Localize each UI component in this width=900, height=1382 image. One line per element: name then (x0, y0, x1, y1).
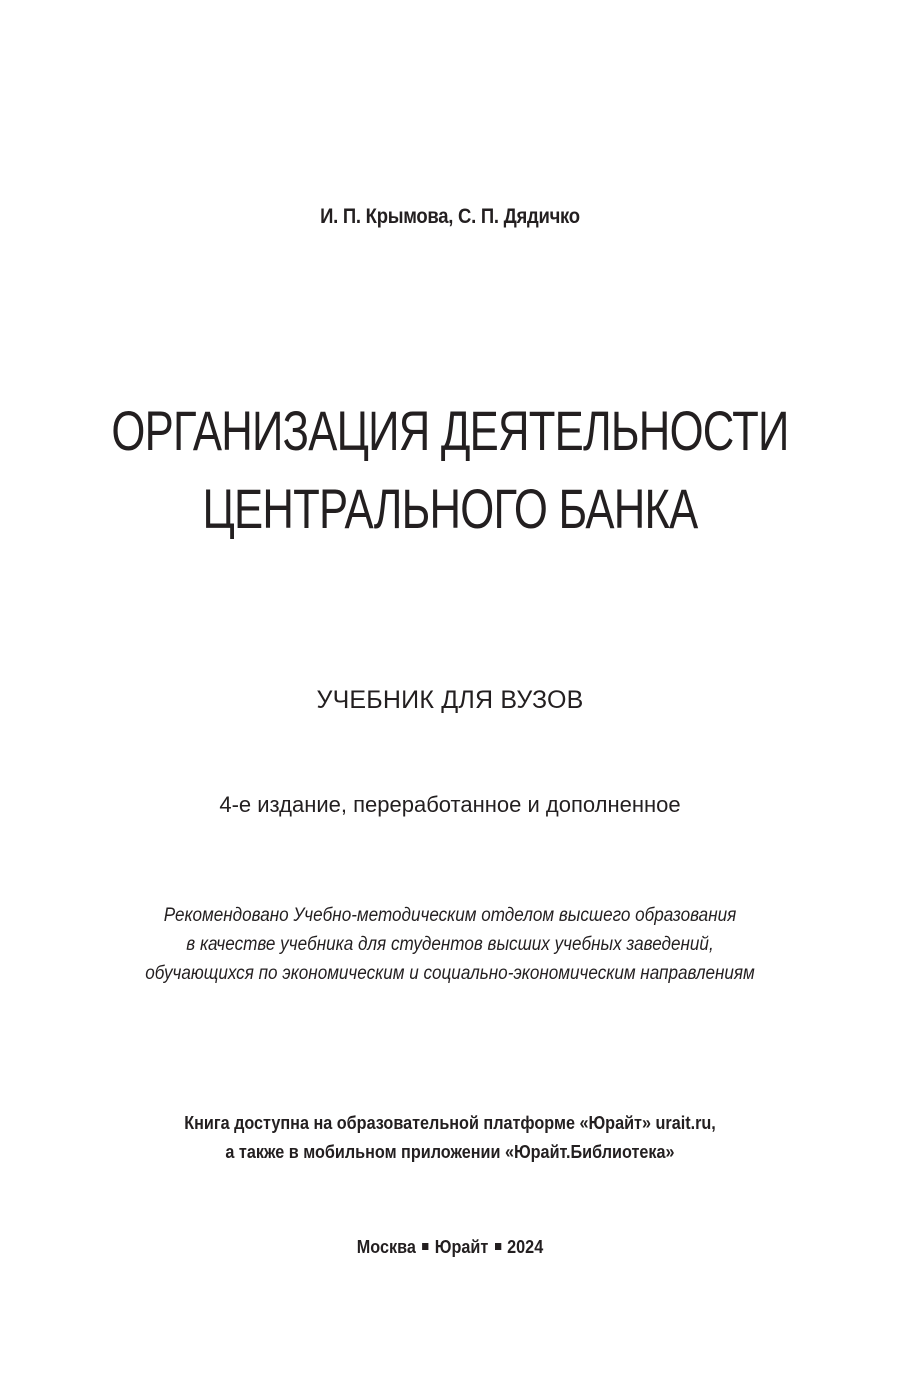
book-title-line-1: ОРГАНИЗАЦИЯ ДЕЯТЕЛЬНОСТИ (111, 399, 789, 462)
authors: И. П. Крымова, С. П. Дядичко (320, 205, 580, 228)
imprint (45, 1237, 855, 1258)
imprint-publisher: Юрайт (434, 1237, 489, 1257)
edition-info: 4-е издание, переработанное и дополненное (219, 792, 681, 817)
recommendation-line-3: обучающихся по экономическим и социально-экономическим направлениям (145, 963, 755, 984)
book-title (99, 392, 801, 548)
square-separator-icon (422, 1243, 428, 1250)
imprint-city: Москва (356, 1237, 416, 1257)
document-type: УЧЕБНИК ДЛЯ ВУЗОВ (316, 686, 584, 714)
book-title-line-2: ЦЕНТРАЛЬНОГО БАНКА (202, 477, 698, 540)
availability-line-2: а также в мобильном приложении «Юрайт.Библиотека» (225, 1142, 675, 1162)
recommendation-note (45, 901, 855, 988)
square-separator-icon (495, 1243, 501, 1250)
recommendation-line-2: в качестве учебника для студентов высших учебных заведений, (186, 934, 714, 955)
imprint-year: 2024 (507, 1237, 544, 1257)
recommendation-line-1: Рекомендовано Учебно-методическим отделом высшего образования (163, 905, 737, 926)
availability-note (45, 1109, 855, 1167)
availability-line-1: Книга доступна на образовательной платформе «Юрайт» urait.ru, (184, 1113, 716, 1133)
